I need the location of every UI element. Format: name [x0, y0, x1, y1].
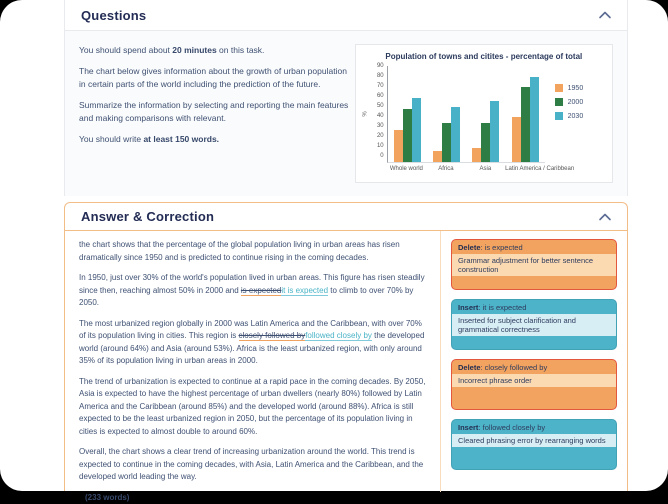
correction-card-delete[interactable] — [451, 239, 617, 290]
plot-area — [387, 66, 545, 163]
deleted-text[interactable]: closely followed by — [239, 331, 306, 341]
legend-swatch-icon — [555, 98, 563, 106]
y-axis-ticks — [371, 63, 387, 159]
bar-1950-latin-america-caribbean — [512, 117, 521, 162]
legend-swatch-icon — [555, 84, 563, 92]
x-axis-labels — [387, 166, 545, 172]
bar-group — [505, 66, 544, 162]
chart-plot-row — [362, 66, 606, 172]
instruction-line: The chart below gives information about the growth of urban population in certain parts of the world including the prediction of the future. — [79, 65, 355, 92]
legend-item — [555, 112, 584, 120]
instruction-line: Summarize the information by selecting and reporting the main features and making comparisons with relevant. — [79, 99, 355, 126]
x-tick-label: Latin America / Caribbean — [505, 166, 545, 172]
correction-label: Insert — [458, 423, 478, 432]
bar-2030-latin-america-caribbean — [530, 77, 539, 162]
answer-body — [65, 231, 627, 492]
correction-card-insert[interactable] — [451, 299, 617, 350]
legend-label: 2030 — [568, 113, 584, 120]
y-tick-label: 60 — [377, 93, 384, 99]
legend-label: 1950 — [568, 85, 584, 92]
questions-section — [64, 0, 628, 196]
y-tick-label: 70 — [377, 83, 384, 89]
chevron-up-icon[interactable] — [599, 11, 611, 19]
correction-card-insert[interactable] — [451, 419, 617, 470]
y-axis-label: % — [362, 66, 371, 162]
correction-label: Delete — [458, 363, 481, 372]
bar-1950-whole-world — [394, 130, 403, 162]
legend-swatch-icon — [555, 112, 563, 120]
chevron-up-icon[interactable] — [599, 213, 611, 221]
correction-heading — [452, 300, 616, 314]
legend-label: 2000 — [568, 99, 584, 106]
bar-1950-asia — [472, 148, 481, 162]
y-tick-label: 20 — [377, 133, 384, 139]
y-tick-label: 30 — [377, 123, 384, 129]
y-tick-label: 80 — [377, 73, 384, 79]
questions-title: Questions — [81, 8, 146, 23]
legend-item — [555, 84, 584, 92]
questions-header[interactable] — [65, 0, 627, 31]
instruction-line: You should spend about 20 minutes on this task. — [79, 44, 355, 58]
y-tick-label: 40 — [377, 113, 384, 119]
task-instructions — [79, 44, 355, 183]
bar-2030-asia — [490, 101, 499, 162]
correction-target: : is expected — [481, 243, 523, 252]
correction-heading — [452, 360, 616, 374]
legend-item — [555, 98, 584, 106]
instruction-line: You should write at least 150 words. — [79, 133, 355, 147]
answer-section — [64, 202, 628, 491]
correction-heading — [452, 420, 616, 434]
answer-header[interactable] — [65, 203, 627, 231]
essay-paragraph: The most urbanized region globally in 2000 was Latin America and the Caribbean, with over 70% of its population living in cities. This region is closely followed byfollowed closely by the developed world (around 64%) and Asia (around 53%). Africa is the least urbanized region, with only around 35% of its population living in urban areas in 2000. — [79, 318, 426, 368]
essay-paragraph: The trend of urbanization is expected to continue at a rapid pace in the coming decades. By 2050, Asia is expected to have the highest percentage of urban dwellers (nearly 80%) followed by Latin America and the Caribbean (around 85%) and the developed world (around 88%). Africa is still expected to be the least urbanized region in 2050, but the percentage of its population living in cities is expected to almost double to around 60%. — [79, 376, 426, 439]
bar-2030-whole-world — [412, 98, 421, 162]
bar-2000-latin-america-caribbean — [521, 87, 530, 162]
correction-card-delete[interactable] — [451, 359, 617, 410]
bar-2030-africa — [451, 107, 460, 162]
questions-body — [65, 31, 627, 196]
x-tick-label: Asia — [466, 166, 506, 172]
bar-2000-whole-world — [403, 109, 412, 162]
correction-note: Incorrect phrase order — [452, 374, 616, 387]
x-tick-label: Africa — [426, 166, 466, 172]
essay-paragraph: the chart shows that the percentage of the global population living in urban areas has risen dramatically since 1950 and is predicted to continue rising in the coming decades. — [79, 239, 426, 264]
correction-target: : followed closely by — [478, 423, 545, 432]
answer-title: Answer & Correction — [81, 209, 214, 224]
correction-label: Insert — [458, 303, 478, 312]
bar-group — [466, 66, 505, 162]
correction-note: Grammar adjustment for better sentence construction — [452, 254, 616, 276]
correction-target: : closely followed by — [481, 363, 548, 372]
x-tick-label: Whole world — [387, 166, 427, 172]
bar-2000-africa — [442, 123, 451, 162]
y-tick-label: 10 — [377, 143, 384, 149]
bar-group — [388, 66, 427, 162]
essay-text — [65, 231, 441, 492]
bar-group — [427, 66, 466, 162]
inserted-text[interactable]: followed closely by — [305, 331, 372, 341]
chart-legend — [555, 66, 584, 172]
plot-column — [387, 66, 545, 172]
y-tick-label: 0 — [380, 153, 383, 159]
correction-target: : it is expected — [478, 303, 526, 312]
bar-chart-panel — [355, 44, 613, 183]
inserted-text[interactable]: it is expected — [281, 286, 328, 296]
corrections-column — [441, 231, 627, 492]
deleted-text[interactable]: is expected — [241, 286, 281, 296]
essay-paragraph: Overall, the chart shows a clear trend of increasing urbanization around the world. This trend is expected to continue in the coming decades, with Asia, Latin America and the Caribbean, and the developed world leading the way. — [79, 446, 426, 484]
chart-title: Population of towns and citites - percentage of total — [362, 52, 606, 61]
essay-paragraph: In 1950, just over 30% of the world's population lived in urban areas. This figure has risen steadily since then, reaching almost 50% in 2000 and is expectedit is expected to climb to over 70% by 2050. — [79, 272, 426, 310]
bar-2000-asia — [481, 123, 490, 162]
bar-1950-africa — [433, 151, 442, 162]
y-tick-label: 90 — [377, 63, 384, 69]
y-tick-label: 50 — [377, 103, 384, 109]
correction-note: Cleared phrasing error by rearranging words — [452, 434, 616, 447]
correction-label: Delete — [458, 243, 481, 252]
correction-heading — [452, 240, 616, 254]
word-count: (233 words) — [79, 492, 426, 504]
correction-note: Inserted for subject clarification and grammatical correctness — [452, 314, 616, 336]
